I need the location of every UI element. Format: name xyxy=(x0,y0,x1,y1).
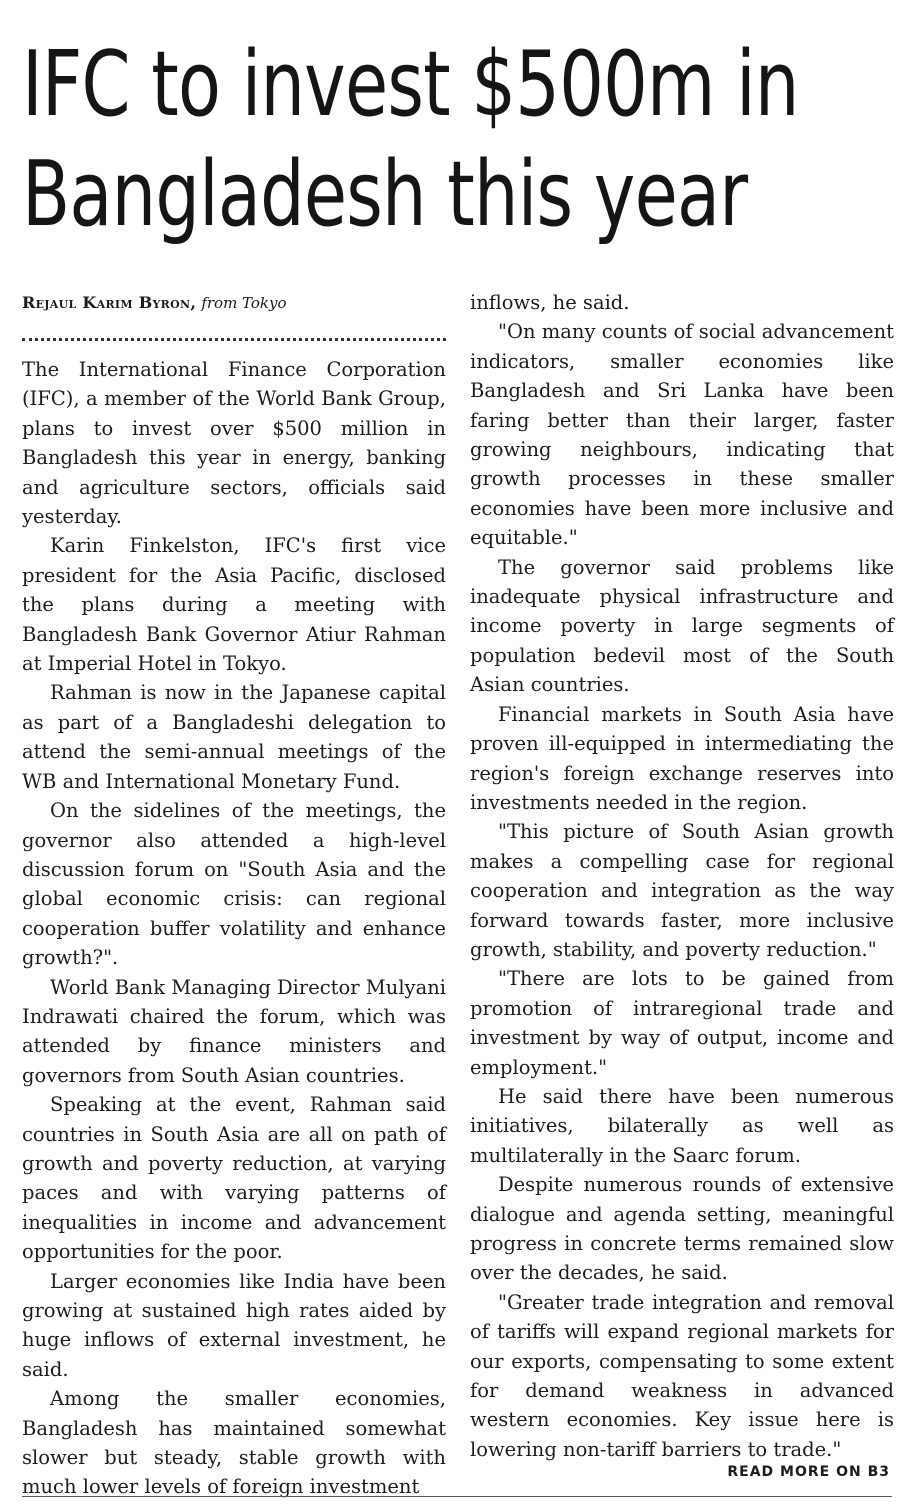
article-paragraph: "This picture of South Asian growth makes a compelling case for regional cooperation and integration as the way forward towards faster, more inclusive growth, stability, and poverty reduction." xyxy=(470,820,894,961)
read-more-link[interactable]: READ MORE ON B3 xyxy=(727,1464,890,1480)
article-paragraph: "On many counts of social advancement indicators, smaller economies like Bangladesh and Sri Lanka have been faring better than their larger, faster growing neighbours, indicating that growth processes in these smaller economies have been more inclusive and equitable." xyxy=(470,320,894,550)
article-paragraph: Among the smaller economies, Bangladesh has maintained somewhat slower but steady, stable growth with much lower levels of foreign investment xyxy=(22,1387,446,1499)
article-paragraph: Larger economies like India have been growing at sustained high rates aided by huge inflows of external investment, he said. xyxy=(22,1269,446,1381)
article-paragraph: Rahman is now in the Japanese capital as part of a Bangladeshi delegation to attend the semi-annual meetings of the WB and International Monetary Fund. xyxy=(22,681,446,793)
byline-author: Rejaul Karim Byron, xyxy=(22,293,197,312)
headline-line-1: IFC to invest $500m in xyxy=(22,32,799,137)
bottom-rule xyxy=(22,1496,892,1497)
byline-location: from Tokyo xyxy=(201,294,287,312)
article-paragraph: The governor said problems like inadequate physical infrastructure and income poverty in large segments of population bedevil most of the South Asian countries. xyxy=(470,555,894,697)
article-paragraph: World Bank Managing Director Mulyani Indrawati chaired the forum, which was attended by finance ministers and governors from South Asian countries. xyxy=(22,975,446,1087)
article-paragraph: The International Finance Corporation (IFC), a member of the World Bank Group, plans to invest over $500 million in Bangladesh this year in energy, banking and agriculture sectors, officials said yesterday. xyxy=(22,358,446,529)
article-paragraph: He said there have been numerous initiatives, bilaterally as well as multilaterally in the Saarc forum. xyxy=(470,1084,894,1167)
article-paragraph: Despite numerous rounds of extensive dialogue and agenda setting, meaningful progress in concrete terms remained slow over the decades, he said. xyxy=(470,1173,894,1285)
article-column-right xyxy=(470,288,894,1464)
article-paragraph: Karin Finkelston, IFC's first vice president for the Asia Pacific, disclosed the plans during a meeting with Bangladesh Bank Governor Atiur Rahman at Imperial Hotel in Tokyo. xyxy=(22,534,446,676)
article-paragraph: "There are lots to be gained from promotion of intraregional trade and investment by way of output, income and employment." xyxy=(470,967,894,1079)
headline xyxy=(22,30,799,250)
article-paragraph: Financial markets in South Asia have proven ill-equipped in intermediating the region's foreign exchange reserves into investments needed in the region. xyxy=(470,702,894,814)
dotted-divider xyxy=(22,324,446,341)
article-paragraph: "Greater trade integration and removal of tariffs will expand regional markets for our exports, compensating to some extent for demand weakness in advanced western economies. Key issue here is lowering non-tariff barriers to trade." xyxy=(470,1290,894,1461)
article-paragraph: Speaking at the event, Rahman said countries in South Asia are all on path of growth and poverty reduction, at varying paces and with varying patterns of inequalities in income and advancement opportunities for the poor. xyxy=(22,1093,446,1264)
article-paragraph: On the sidelines of the meetings, the governor also attended a high-level discussion forum on "South Asia and the global economic crisis: can regional cooperation buffer volatility and enhance growth?". xyxy=(22,799,446,970)
headline-line-2: Bangladesh this year xyxy=(22,142,748,247)
article-paragraph-continued: inflows, he said. xyxy=(470,291,630,314)
article-column-left xyxy=(22,288,446,1502)
byline xyxy=(22,288,446,318)
